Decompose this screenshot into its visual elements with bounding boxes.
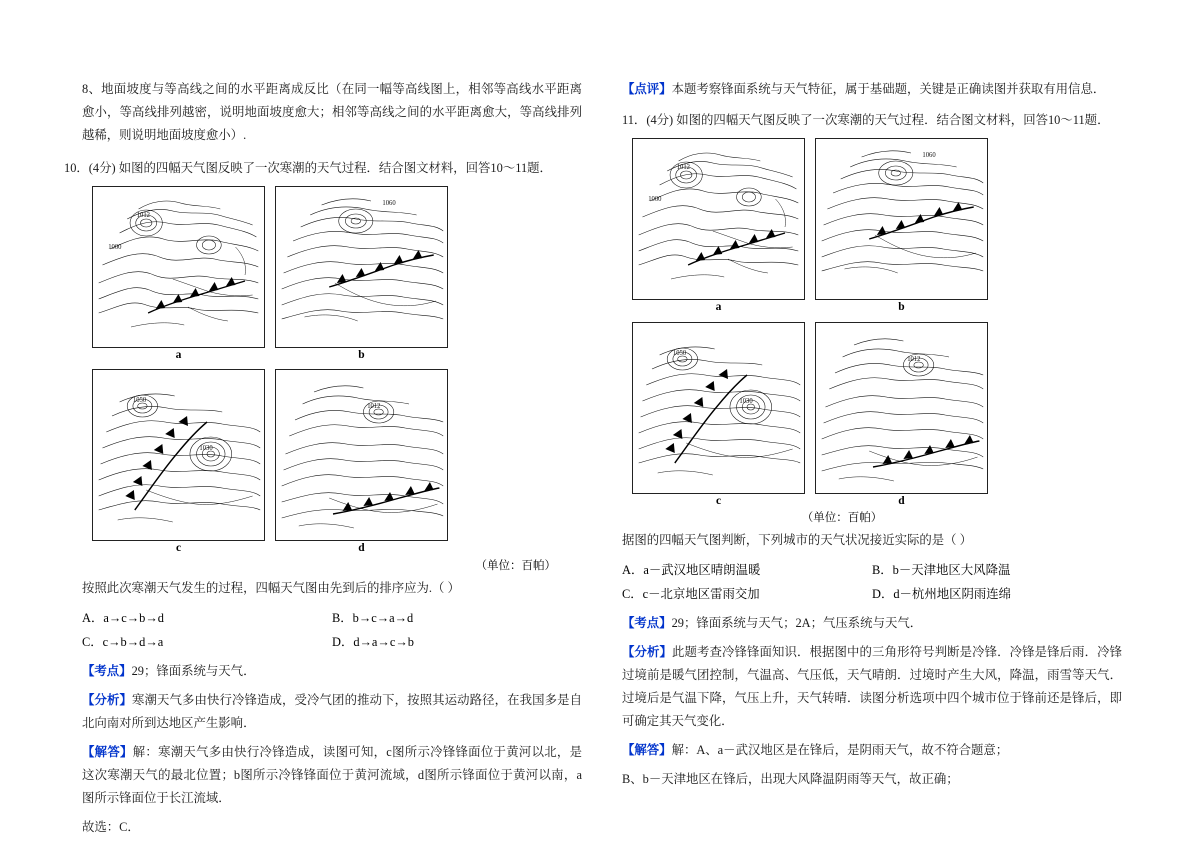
weather-map-panel-c-2 — [632, 322, 805, 494]
figure-11-cell-c — [632, 322, 805, 508]
figure-11-cell-b — [815, 138, 988, 314]
figure-11-cell-d — [815, 322, 988, 508]
figure-11-unit: （单位：百帕） — [801, 512, 883, 525]
fenxi-tag: 【分析】 — [82, 693, 133, 708]
svg-text:1030: 1030 — [199, 445, 213, 453]
option-d[interactable]: D．d→a→c→b — [332, 635, 414, 650]
weather-map-panel-b-2 — [815, 138, 988, 300]
svg-text:1030: 1030 — [739, 397, 753, 405]
option-c[interactable]: C．c→b→d→a — [82, 635, 164, 650]
figure-10-cell-a — [92, 186, 265, 362]
jieda-tag-2: 【解答】 — [622, 743, 672, 758]
kaodian-line — [82, 660, 582, 683]
panel-label-d-2: d — [898, 494, 905, 507]
figure-10-grid — [92, 186, 448, 555]
jieda-line — [82, 741, 582, 810]
panel-label-c: c — [175, 542, 182, 555]
paragraph-8: 8、地面坡度与等高线之间的水平距离成反比（在同一幅等高线图上，相邻等高线水平距离愈小，等高线排列越密，说明地面坡度愈大；相邻等高线之间的水平距离愈大，等高线排列越稀，则说明地面坡度愈小）. — [82, 82, 582, 142]
jieda-line-2: 故选：C． — [82, 819, 140, 834]
option-c-2[interactable]: C．c－北京地区雷雨交加 — [622, 587, 760, 602]
weather-map-panel-a-2 — [632, 138, 805, 300]
svg-text:1000: 1000 — [108, 243, 122, 251]
question-11-prompt: 据图的四幅天气图判断，下列城市的天气状况接近实际的是（ ） — [622, 533, 973, 548]
figure-11-cell-a — [632, 138, 805, 314]
figure-10-cell-b — [275, 186, 448, 362]
option-a[interactable]: A．a→c→b→d — [82, 610, 164, 625]
question-10-prompt: 按照此次寒潮天气发生的过程，四幅天气图由先到后的排序应为.（ ） — [82, 581, 460, 596]
jieda-text-3: 解：A、a－武汉地区是在锋后，是阴雨天气，故不符合题意； — [671, 743, 1009, 758]
kaodian-line-2 — [622, 612, 1122, 635]
kaodian-text: 29；锋面系统与天气． — [131, 664, 256, 679]
weather-map-panel-a — [92, 186, 265, 348]
fenxi-line-2 — [622, 641, 1122, 733]
option-d-2[interactable]: D．d－杭州地区阴雨连绵 — [872, 587, 1012, 602]
weather-map-panel-d — [275, 369, 448, 541]
question-10-stem: 10．(4分) 如图的四幅天气图反映了一次寒潮的天气过程．结合图文材料，回答10～11题． — [64, 160, 552, 175]
right-column — [622, 78, 1122, 797]
question-10-options — [82, 606, 582, 654]
panel-label-a: a — [175, 348, 182, 361]
weather-map-panel-d-2 — [815, 322, 988, 494]
svg-text:1012: 1012 — [136, 211, 150, 219]
dianping-tag: 【点评】 — [622, 82, 672, 96]
option-b-2[interactable]: B．b－天津地区大风降温 — [872, 563, 1011, 578]
figure-10 — [82, 186, 582, 573]
question-11-stem: 11．(4分) 如图的四幅天气图反映了一次寒潮的天气过程．结合图文材料，回答10～11题． — [622, 112, 1110, 127]
svg-text:1060: 1060 — [382, 199, 396, 207]
jieda-tag: 【解答】 — [82, 745, 133, 760]
figure-10-cell-c — [92, 369, 265, 555]
figure-10-cell-d — [275, 369, 448, 555]
weather-map-panel-c — [92, 369, 265, 541]
kaodian-tag-2: 【考点】 — [622, 616, 672, 631]
dianping-line — [622, 78, 1122, 101]
fenxi-text: 寒潮天气多由快行冷锋造成，受冷气团的推动下，按照其运动路径，在我国多是自北向南对所到达地区产生影响． — [82, 693, 583, 731]
panel-label-b: b — [358, 348, 365, 361]
fenxi-tag-2: 【分析】 — [622, 645, 673, 660]
dianping-text: 本题考察锋面系统与天气特征，属于基础题，关键是正确读图并获取有用信息． — [671, 82, 1106, 96]
figure-11-grid — [632, 138, 988, 507]
panel-label-c-2: c — [715, 494, 722, 507]
kaodian-text-2: 29；锋面系统与天气；2A；气压系统与天气． — [671, 616, 923, 631]
figure-11 — [622, 138, 1122, 525]
question-11-options — [622, 558, 1122, 606]
jieda-line-3 — [622, 739, 1122, 762]
figure-10-unit: （单位：百帕） — [475, 560, 556, 573]
svg-text:1012: 1012 — [676, 163, 690, 171]
left-column — [64, 78, 583, 845]
svg-text:1000: 1000 — [648, 195, 662, 203]
panel-label-b-2: b — [898, 300, 905, 313]
option-b[interactable]: B．b→c→a→d — [332, 610, 414, 625]
fenxi-line — [82, 689, 582, 735]
panel-label-d: d — [358, 542, 365, 555]
svg-text:1050: 1050 — [132, 397, 147, 405]
weather-map-panel-b — [275, 186, 448, 348]
fenxi-text-2: 此题考查冷锋锋面知识．根据图中的三角形符号判断是冷锋．冷锋是锋后雨．冷锋过境前是暖气团控制，气温高、气压低，天气晴朗．过境时产生大风，降温，雨雪等天气．过境后是气温下降，气压上升，天气转晴．读图分析选项中四个城市位于锋前还是锋后，即可确定其天气变化． — [622, 645, 1123, 729]
panel-label-a-2: a — [715, 300, 722, 313]
svg-text:1050: 1050 — [672, 349, 687, 357]
jieda-text: 解：寒潮天气多由快行冷锋造成，读图可知，c图所示冷锋锋面位于黄河以北，是这次寒潮天气的最北位置；b图所示冷锋锋面位于黄河流域，d图所示锋面位于黄河以南，a图所示锋面位于长江流域． — [82, 745, 582, 806]
svg-text:1012: 1012 — [907, 355, 921, 363]
kaodian-tag: 【考点】 — [82, 664, 132, 679]
svg-text:1060: 1060 — [922, 151, 936, 159]
svg-text:1012: 1012 — [367, 403, 381, 411]
jieda-line-4: B、b－天津地区在锋后，出现大风降温阴雨等天气，故正确； — [622, 772, 959, 787]
option-a-2[interactable]: A．a－武汉地区晴朗温暖 — [622, 563, 761, 578]
